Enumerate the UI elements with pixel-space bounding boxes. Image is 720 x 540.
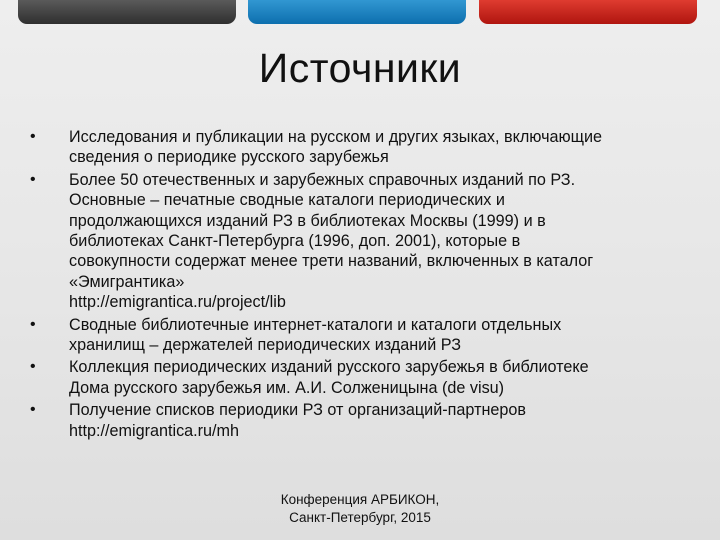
bullet-line: Получение списков периодики РЗ от организаций-партнеров [69, 401, 527, 420]
bullet-icon: • [30, 315, 36, 333]
slide-footer [0, 491, 720, 527]
project-lib-link[interactable]: http://emigrantica.ru/project/lib [69, 293, 286, 312]
bullet-line: продолжающихся изданий РЗ в библиотеках Москвы (1999) и в [69, 211, 546, 230]
blue-header-tab [248, 0, 466, 24]
bullet-line: Исследования и публикации на русском и других языках, включающие [69, 128, 603, 146]
bullet-item-reference-publications [30, 170, 690, 313]
bullet-line: хранилищ – держателей периодических изданий РЗ [69, 336, 461, 355]
gray-header-tab [18, 0, 236, 24]
bullet-item-research [30, 127, 690, 168]
footer-location: Санкт-Петербург, 2015 [289, 510, 431, 525]
mh-link[interactable]: http://emigrantica.ru/mh [69, 421, 240, 440]
red-header-tab [479, 0, 697, 24]
bullet-icon: • [30, 170, 36, 188]
bullet-icon: • [30, 358, 36, 376]
bullet-line: Коллекция периодических изданий русского зарубежья в библиотеке [69, 358, 589, 377]
slide-title: Источники [258, 45, 462, 91]
bullet-line: Дома русского зарубежья им. А.И. Солженицына (de visu) [69, 378, 505, 397]
bullet-item-collection [30, 357, 690, 398]
bullet-line: совокупности содержат менее трети названий, включенных в каталог [69, 252, 594, 271]
top-decorative-bar [0, 0, 720, 24]
bullet-list [30, 127, 690, 443]
bullet-line: Более 50 отечественных и зарубежных справочных изданий по РЗ. [69, 170, 576, 189]
footer-conference: Конференция АРБИКОН, [280, 492, 440, 507]
bullet-item-internet-catalogs [30, 315, 690, 356]
bullet-line: Основные – печатные сводные каталоги периодических и [69, 191, 505, 210]
bullet-line: «Эмигрантика» [69, 272, 185, 291]
bullet-icon: • [30, 128, 36, 145]
bullet-line: сведения о периодике русского зарубежья [69, 148, 389, 167]
bullet-line: библиотеках Санкт-Петербурга (1996, доп. 2001), которые в [69, 232, 521, 251]
bullet-line: Сводные библиотечные интернет-каталоги и каталоги отдельных [69, 315, 562, 334]
bullet-icon: • [30, 401, 36, 419]
bullet-item-partner-lists [30, 400, 690, 441]
